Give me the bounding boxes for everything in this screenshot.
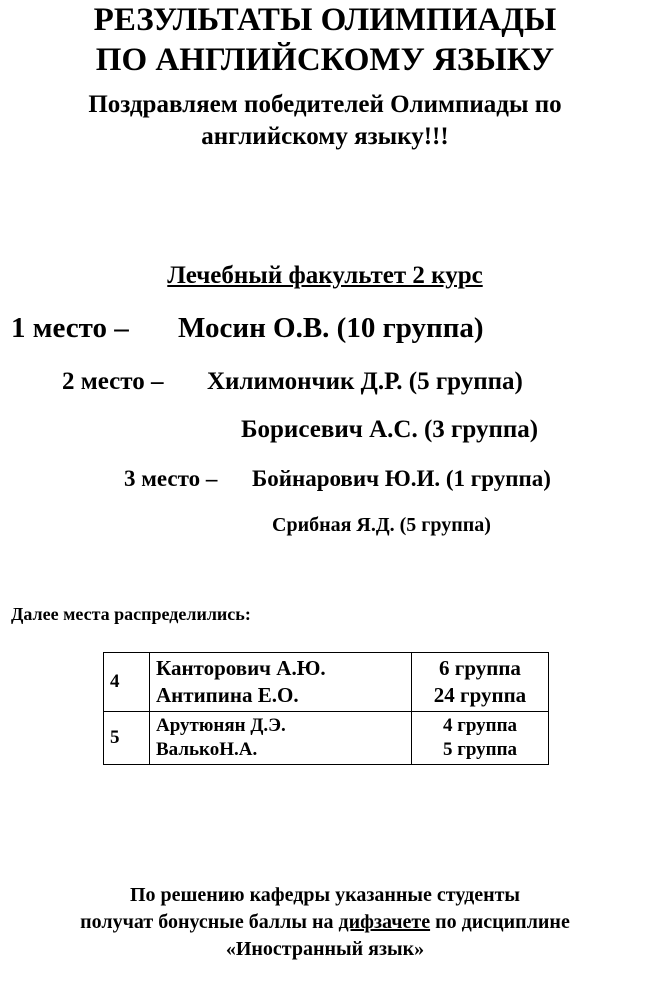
table-row bbox=[104, 712, 549, 765]
place-2-label: 2 место – bbox=[62, 368, 164, 395]
table-student-name: Канторович А.Ю. bbox=[156, 656, 326, 680]
place-3-label: 3 место – bbox=[124, 466, 218, 491]
table-group: 6 группа bbox=[439, 656, 521, 680]
table-group: 5 группа bbox=[442, 739, 518, 760]
results-table bbox=[103, 652, 549, 765]
footer-line-3: «Иностранный язык» bbox=[225, 938, 425, 960]
table-groups-cell bbox=[412, 653, 549, 712]
footer-line-1: По решению кафедры указанные студенты bbox=[129, 884, 521, 906]
table-student-name: ВалькоН.А. bbox=[156, 739, 258, 760]
place-2-winner: Хилимончик Д.Р. (5 группа) bbox=[207, 368, 523, 395]
table-groups-cell bbox=[412, 712, 549, 765]
table-row bbox=[104, 653, 549, 712]
table-student-name: Арутюнян Д.Э. bbox=[156, 715, 286, 736]
place-1-label: 1 место – bbox=[11, 312, 129, 344]
footer-underlined-word: дифзачете bbox=[338, 911, 431, 933]
table-student-name: Антипина Е.О. bbox=[156, 683, 299, 707]
table-group: 24 группа bbox=[433, 683, 527, 707]
faculty-heading: Лечебный факультет 2 курс bbox=[167, 262, 483, 289]
subtitle-line-1: Поздравляем победителей Олимпиады по bbox=[88, 91, 562, 118]
place-3-second-winner: Срибная Я.Д. (5 группа) bbox=[272, 514, 491, 536]
page-title-line-2: ПО АНГЛИЙСКОМУ ЯЗЫКУ bbox=[95, 42, 555, 78]
table-names-cell bbox=[150, 712, 412, 765]
footer-line-2 bbox=[0, 909, 650, 936]
table-place-number: 4 bbox=[104, 653, 150, 712]
footer-line-2-prefix: получат бонусные баллы на bbox=[80, 911, 339, 933]
place-1-winner: Мосин О.В. (10 группа) bbox=[178, 312, 484, 344]
table-place-number: 5 bbox=[104, 712, 150, 765]
further-places-label: Далее места распределились: bbox=[11, 604, 251, 624]
table-names-cell bbox=[150, 653, 412, 712]
place-3-winner: Бойнарович Ю.И. (1 группа) bbox=[252, 466, 551, 491]
page-title-line-1: РЕЗУЛЬТАТЫ ОЛИМПИАДЫ bbox=[93, 2, 557, 38]
table-group: 4 группа bbox=[442, 715, 518, 736]
subtitle-line-2: английскому языку!!! bbox=[201, 123, 449, 150]
footer-line-2-suffix: по дисциплине bbox=[430, 911, 570, 933]
place-2-second-winner: Борисевич А.С. (3 группа) bbox=[241, 416, 539, 443]
